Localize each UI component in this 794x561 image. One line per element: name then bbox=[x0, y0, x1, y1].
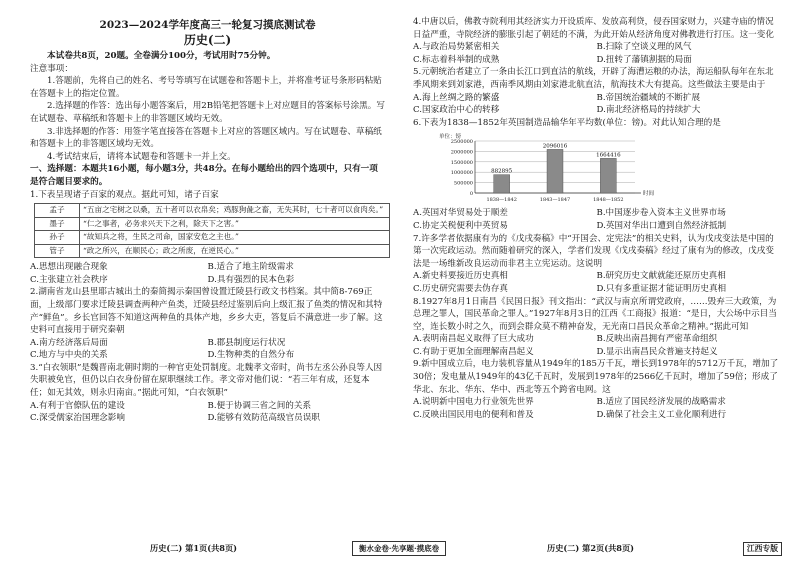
note-3: 3.非选择题的作答：用签字笔直接答在答题卡上对应的答题区域内。写在试题卷、草稿纸和答题卡上的非答题区域均无效。 bbox=[30, 126, 382, 150]
chart-category-label: 1848—1852 bbox=[593, 197, 624, 204]
q5-option-b[interactable]: B.帝国统治疆域的不断扩展 bbox=[596, 92, 701, 103]
note-1: 1.答题前，先将自己的姓名、考号等填写在试题卷和答题卡上，并将准考证号条形码粘贴在答题卡上的指定位置。 bbox=[30, 76, 382, 99]
q3-option-d[interactable]: D.能够有效防范高级官员误职 bbox=[207, 413, 320, 424]
table-row bbox=[35, 231, 390, 245]
exam-info: 本试卷共8页，20题。全卷满分100分，考试用时75分钟。 bbox=[47, 51, 276, 61]
q9-option-c[interactable]: C.反映出国民用电的便利和普及 bbox=[413, 409, 534, 420]
table-cell-name: 孟子 bbox=[35, 204, 80, 218]
subject-title: 历史(二) bbox=[183, 33, 232, 47]
edition-badge: 江西专版 bbox=[743, 542, 782, 556]
q9-stem: 9.新中国成立后，电力装机容量从1949年的185万千瓦，增长到1978年的5712万千瓦，增加了30倍；发电量从1949年的43亿千瓦时，发展到1978年的2566亿千瓦时，增加了59倍；形成了华北、东北、华东、华中、西北等五个跨省电网。这 bbox=[413, 359, 779, 395]
chart-ytick-label: 1000000 bbox=[450, 170, 473, 177]
q2-options-row2 bbox=[30, 349, 385, 362]
q7-option-c[interactable]: C.历史研究需要去伪存真 bbox=[413, 283, 508, 294]
table-cell-text: “仁之事者，必务求兴天下之利，除天下之害。” bbox=[80, 217, 390, 231]
q6-option-c[interactable]: C.协定关税便利中英贸易 bbox=[413, 220, 508, 231]
q1-option-b[interactable]: B.适合了地主阶级需求 bbox=[207, 262, 294, 273]
q1-options-row2 bbox=[30, 274, 385, 287]
q9-options-row1 bbox=[413, 396, 780, 409]
q2-option-c[interactable]: C.地方与中央的关系 bbox=[30, 350, 108, 361]
q6-chart bbox=[413, 131, 780, 205]
q1-stem: 1.下表呈现诸子百家的观点。据此可知，诸子百家 bbox=[30, 189, 219, 200]
q7-option-b[interactable]: B.研究历史文献就能还原历史真相 bbox=[596, 271, 726, 282]
table-cell-text: “政之所兴，在顺民心；政之所废，在逆民心。” bbox=[80, 244, 390, 258]
q7-options-row1 bbox=[413, 270, 780, 283]
table-row bbox=[35, 217, 390, 231]
q5-options-row1 bbox=[413, 92, 780, 105]
table-cell-name: 孙子 bbox=[35, 231, 80, 245]
q7-option-a[interactable]: A.新史料要接近历史真相 bbox=[413, 271, 508, 282]
q4-stem: 4.中唐以后，佛教寺院利用其经济实力开设质库、发放高利贷，侵吞国家财力，兴建寺庙的情况日益严重，寺院经济的膨胀引起了朝廷的不满，为此开始从经济角度对佛教进行打压。这一变化 bbox=[413, 17, 774, 40]
bar-chart bbox=[431, 131, 691, 205]
q7-stem: 7.许多学者依据康有为的《戊戌奏稿》中“开国会、定宪法”的相关史料，认为戊戌变法是中国的第一次宪政运动。然而随着研究的深入，学者们发现《戊戌奏稿》经过了康有为的修改，戊戌变法是一场维新改良运动而非君主立宪运动。这说明 bbox=[413, 233, 774, 269]
q1-option-d[interactable]: D.具有强烈的民本色彩 bbox=[207, 274, 295, 285]
q1-option-c[interactable]: C.主张建立社会秩序 bbox=[30, 274, 108, 285]
q8-stem: 8.1927年8月1日南昌《民国日报》刊文指出：“武汉与南京所谓党政府，……毁弃三大政策，为总理之罪人，国民革命之罪人。”1927年8月3日的江西《工商报》报道：“是日，大公场中示目当空，连长数小时之久，而到会群众莫不精神奋发，无光南口昌民众革命之精神。”据此可知 bbox=[413, 296, 777, 332]
notes-title: 注意事项： bbox=[30, 63, 73, 74]
chart-ylabel: 单位：镑 bbox=[439, 134, 462, 141]
q3-options-row1 bbox=[30, 400, 385, 413]
q3-options-row2 bbox=[30, 412, 385, 425]
chart-ytick-label: 500000 bbox=[453, 180, 473, 187]
footer-left-page: 历史(二) 第1页(共8页) bbox=[150, 543, 238, 553]
q9-option-d[interactable]: D.确保了社会主义工业化顺利进行 bbox=[596, 409, 727, 420]
q5-options-row2 bbox=[413, 104, 780, 117]
q8-options-row2 bbox=[413, 346, 780, 359]
chart-ytick-label: 0 bbox=[469, 191, 473, 198]
q4-option-a[interactable]: A.与政治局势紧密相关 bbox=[413, 42, 500, 53]
chart-category-label: 1838—1842 bbox=[486, 197, 517, 204]
page-right bbox=[397, 0, 794, 561]
q2-option-a[interactable]: A.南方经济落后局面 bbox=[30, 337, 108, 348]
q4-option-d[interactable]: D.扭转了藩镇割据的局面 bbox=[596, 54, 692, 65]
table-cell-name: 墨子 bbox=[35, 217, 80, 231]
chart-bar bbox=[494, 175, 510, 193]
q9-option-b[interactable]: B.适应了国民经济发展的战略需求 bbox=[596, 397, 726, 408]
q7-option-d[interactable]: D.只有多重证据才能证明历史真相 bbox=[596, 283, 727, 294]
q4-option-c[interactable]: C.标志着科举制的成熟 bbox=[413, 54, 500, 65]
q4-option-b[interactable]: B.扫除了空谈义理的风气 bbox=[596, 42, 692, 53]
chart-ytick-label: 2500000 bbox=[450, 139, 473, 146]
q5-stem: 5.元朝统治者建立了一条由长江口到直沽的航线，开辟了海漕运粮的办法，海运船队每年在东北季风期来到刘家港，西南季风期由刘家港北航直沽，航海技术大有提高。这些做法主要是由于 bbox=[413, 67, 774, 90]
q6-option-b[interactable]: B.中国逐步卷入资本主义世界市场 bbox=[596, 208, 726, 219]
q1-table bbox=[34, 203, 390, 258]
q6-stem: 6.下表为1838—1852年英国制造品输华年平均数(单位：镑)。对此认知合理的是 bbox=[413, 117, 721, 128]
chart-data-label: 882895 bbox=[491, 168, 513, 175]
chart-ytick-label: 1500000 bbox=[450, 160, 473, 167]
q2-option-b[interactable]: B.郡县制度运行状况 bbox=[207, 337, 286, 348]
q1-option-a[interactable]: A.思想出现融合现象 bbox=[30, 262, 108, 273]
chart-bar bbox=[600, 159, 616, 194]
chart-bar bbox=[547, 150, 563, 194]
table-cell-name: 管子 bbox=[35, 244, 80, 258]
note-2: 2.选择题的作答：选出每小题答案后，用2B铅笔把答题卡上对应题目的答案标号涂黑。写在试题卷、草稿纸和答题卡上的非答题区域均无效。 bbox=[30, 101, 385, 124]
table-cell-text: “故知兵之将，生民之司命，国家安危之主也。” bbox=[80, 231, 390, 245]
q2-option-d[interactable]: D.生物种类的自然分布 bbox=[207, 350, 295, 361]
q9-option-a[interactable]: A.说明新中国电力行业领先世界 bbox=[413, 397, 534, 408]
q8-option-d[interactable]: D.显示出南昌民众普遍支持起义 bbox=[596, 346, 718, 357]
chart-data-label: 2096016 bbox=[542, 143, 568, 150]
q6-option-d[interactable]: D.英国对华出口遭到自然经济抵制 bbox=[596, 220, 727, 231]
chart-category-label: 1843—1847 bbox=[539, 197, 571, 204]
q5-option-a[interactable]: A.海上丝绸之路的繁盛 bbox=[413, 92, 500, 103]
q6-options-row1 bbox=[413, 207, 780, 220]
q2-options-row1 bbox=[30, 337, 385, 350]
q3-option-c[interactable]: C.深受儒家治国理念影响 bbox=[30, 413, 125, 424]
note-4: 4.考试结束后，请将本试题卷和答题卡一并上交。 bbox=[47, 151, 236, 162]
q1-options-row1 bbox=[30, 261, 385, 274]
q6-options-row2 bbox=[413, 220, 780, 233]
q9-options-row2 bbox=[413, 409, 780, 422]
q2-stem: 2.湖南省龙山县里耶古城出土的秦简揭示秦国曾设置迁陵县行政文书档案。其中简8-769正面，上级部门要求迁陵县调查两种产鱼类，迁陵县经过鉴别后向上级汇报了鱼类的情况和其特产“鲜鱼”。乡长官回答不知道这两种鱼的具体产地，乡乡大吏，答复后不满意进一步了解。这史料可直接用于研究秦朝 bbox=[30, 287, 383, 336]
q8-option-a[interactable]: A.表明南昌起义取得了巨大成功 bbox=[413, 334, 534, 345]
q8-options-row1 bbox=[413, 333, 780, 346]
table-cell-text: “五亩之宅树之以桑，五十者可以衣帛矣；鸡豚狗彘之畜，无失其时，七十者可以食肉矣。” bbox=[80, 204, 390, 218]
chart-data-label: 1664416 bbox=[596, 152, 621, 159]
q3-option-a[interactable]: A.有利于官僚队伍的建设 bbox=[30, 400, 125, 411]
q8-option-b[interactable]: B.反映出南昌拥有严密革命组织 bbox=[596, 334, 718, 345]
publisher-stamp: 衡水金卷·先享题·摸底卷 bbox=[352, 541, 446, 556]
q3-stem: 3.“白衣领职”是魏晋南北朝时期的一种官吏处罚制度。北魏孝文帝时，尚书左丞公孙良等人因失职被免官，但仍以白衣身份留在原职继续工作。孝文帝对他们说：“若三年有成，还复本任；如无其效，则永归南亩。”据此可知，“白衣领职” bbox=[30, 362, 383, 399]
section-title: 一、选择题：本题共16小题，每小题3分，共48分。在每小题给出的四个选项中，只有一项是符合题目要求的。 bbox=[30, 164, 378, 187]
footer-right-page: 历史(二) 第2页(共8页) bbox=[547, 543, 635, 553]
chart-xlabel: 时间 bbox=[643, 191, 655, 198]
q7-options-row2 bbox=[413, 283, 780, 296]
q4-options-row2 bbox=[413, 54, 780, 67]
chart-ytick-label: 2000000 bbox=[450, 149, 473, 156]
q8-option-c[interactable]: C.有助于更加全面理解南昌起义 bbox=[413, 346, 534, 357]
q6-option-a[interactable]: A.英国对华贸易处于顺差 bbox=[413, 208, 508, 219]
q5-option-c[interactable]: C.国家政治中心的转移 bbox=[413, 105, 500, 116]
table-row bbox=[35, 244, 390, 258]
table-row bbox=[35, 204, 390, 218]
exam-title: 2023—2024学年度高三一轮复习摸底测试卷 bbox=[99, 19, 316, 31]
q3-option-b[interactable]: B.便于协调三省之间的关系 bbox=[207, 400, 312, 411]
q4-options-row1 bbox=[413, 41, 780, 54]
q5-option-d[interactable]: D.南北经济格局的持续扩大 bbox=[596, 105, 701, 116]
